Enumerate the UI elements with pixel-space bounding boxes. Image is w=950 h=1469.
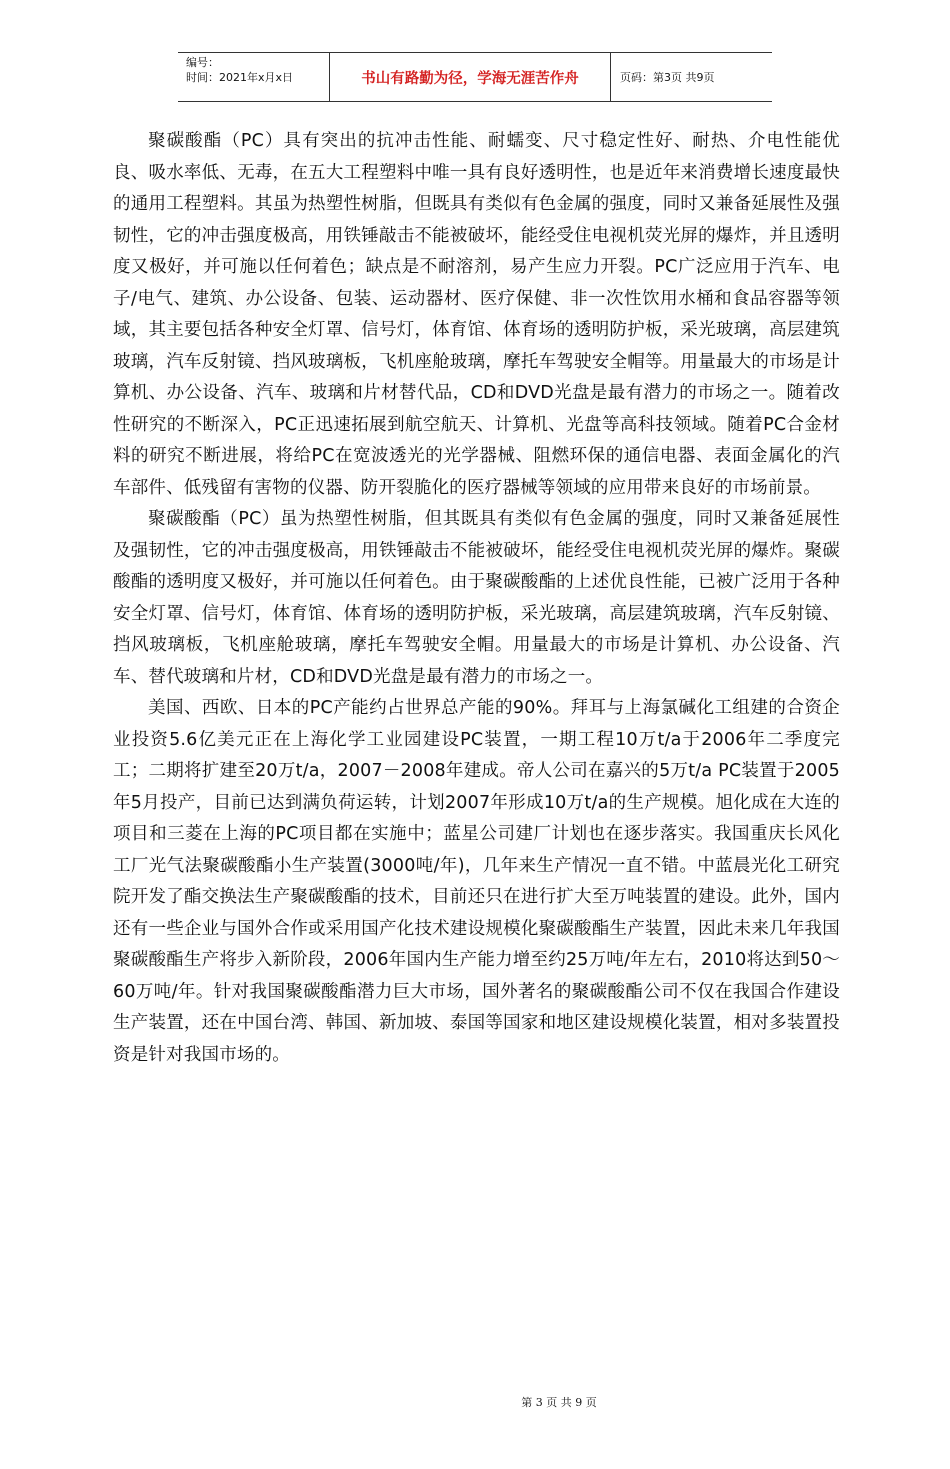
document-body [113,126,840,1071]
page-header [178,52,772,102]
header-info [186,55,336,85]
paragraph: 聚碳酸酯（PC）具有突出的抗冲击性能、耐蠕变、尺寸稳定性好、耐热、介电性能优良、吸水率低、无毒，在五大工程塑料中唯一具有良好透明性，也是近年来消费增长速度最快的通用工程塑料。其虽为热塑性树脂，但既具有类似有色金属的强度，同时又兼备延展性及强韧性，它的冲击强度极高，用铁锤敲击不能被破坏，能经受住电视机荧光屏的爆炸，并且透明度又极好，并可施以任何着色；缺点是不耐溶剂，易产生应力开裂。PC广泛应用于汽车、电子/电气、建筑、办公设备、包装、运动器材、医疗保健、非一次性饮用水桶和食品容器等领域，其主要包括各种安全灯罩、信号灯，体育馆、体育场的透明防护板，采光玻璃，高层建筑玻璃，汽车反射镜、挡风玻璃板，飞机座舱玻璃，摩托车驾驶安全帽等。用量最大的市场是计算机、办公设备、汽车、玻璃和片材替代品，CD和DVD光盘是最有潜力的市场之一。随着改性研究的不断深入，PC正迅速拓展到航空航天、计算机、光盘等高科技领域。随着PC合金材料的研究不断进展，将给PC在宽波透光的光学器械、阻燃环保的通信电器、表面金属化的汽车部件、低残留有害物的仪器、防开裂脆化的医疗器械等领域的应用带来良好的市场前景。 [113,131,840,498]
header-motto: 书山有路勤为径，学海无涯苦作舟 [361,70,579,87]
header-page-info: 页码：第3页 共9页 [620,71,715,84]
header-divider [610,53,611,101]
page-footer: 第 3 页 共 9 页 [521,1396,597,1409]
header-number-label: 编号： [186,56,219,69]
paragraph: 聚碳酸酯（PC）虽为热塑性树脂，但其既具有类似有色金属的强度，同时又兼备延展性及强韧性，它的冲击强度极高，用铁锤敲击不能被破坏，能经受住电视机荧光屏的爆炸。聚碳酸酯的透明度又极好，并可施以任何着色。由于聚碳酸酯的上述优良性能，已被广泛用于各种安全灯罩、信号灯，体育馆、体育场的透明防护板，采光玻璃，高层建筑玻璃，汽车反射镜、挡风玻璃板，飞机座舱玻璃，摩托车驾驶安全帽。用量最大的市场是计算机、办公设备、汽车、替代玻璃和片材，CD和DVD光盘是最有潜力的市场之一。 [113,509,840,687]
paragraph: 美国、西欧、日本的PC产能约占世界总产能的90%。拜耳与上海氯碱化工组建的合资企业投资5.6亿美元正在上海化学工业园建设PC装置，一期工程10万t/a于2006年二季度完工；二期将扩建至20万t/a，2007－2008年建成。帝人公司在嘉兴的5万t/a PC装置于2005年5月投产，目前已达到满负荷运转，计划2007年形成10万t/a的生产规模。旭化成在大连的项目和三菱在上海的PC项目都在实施中；蓝星公司建厂计划也在逐步落实。我国重庆长风化工厂光气法聚碳酸酯小生产装置(3000吨/年)，几年来生产情况一直不错。中蓝晨光化工研究院开发了酯交换法生产聚碳酸酯的技术，目前还只在进行扩大至万吨装置的建设。此外，国内还有一些企业与国外合作或采用国产化技术建设规模化聚碳酸酯生产装置，因此未来几年我国聚碳酸酯生产将步入新阶段，2006年国内生产能力增至约25万吨/年左右，2010将达到50～60万吨/年。针对我国聚碳酸酯潜力巨大市场，国外著名的聚碳酸酯公司不仅在我国合作建设生产装置，还在中国台湾、韩国、新加坡、泰国等国家和地区建设规模化装置，相对多装置投资是针对我国市场的。 [113,698,840,1065]
header-date-label: 时间：2021年x月x日 [186,71,294,84]
